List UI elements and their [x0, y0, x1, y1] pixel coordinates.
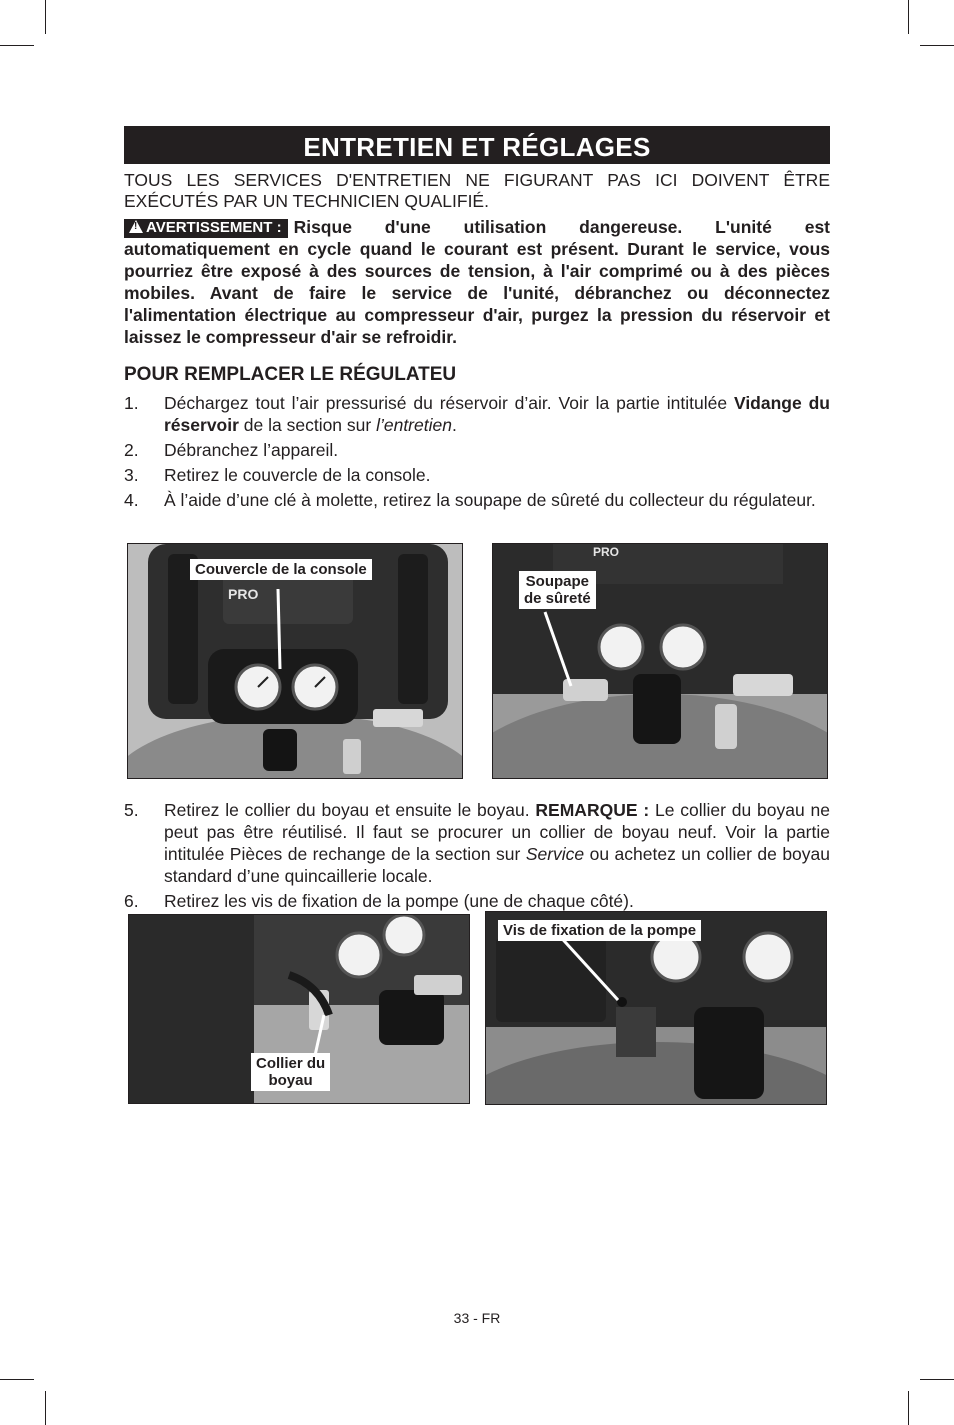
step-text: Déchargez tout l’air pressurisé du réservoir d’air. Voir la partie intitulée — [164, 393, 734, 413]
section-title: ENTRETIEN ET RÉGLAGES — [124, 126, 830, 164]
warning-block — [124, 216, 830, 348]
crop-mark — [45, 0, 46, 34]
intro-text: TOUS LES SERVICES D'ENTRETIEN NE FIGURANT PAS ICI DOIVENT ÊTRE EXÉCUTÉS PAR UN TECHNICIEN QUALIFIÉ. — [124, 170, 830, 211]
step-text: Retirez le collier du boyau et ensuite le boyau. — [164, 800, 536, 820]
photo-hose-clamp — [128, 914, 470, 1104]
step-text: ou achetez un collier de boyau standard d’une quincaillerie locale. — [164, 844, 831, 886]
photo-label-safety-valve — [519, 571, 596, 609]
step-number: 4. — [124, 490, 139, 510]
step-text: . — [451, 415, 457, 435]
brand-logo: PRO — [593, 545, 620, 559]
step-number: 5. — [124, 800, 139, 820]
steps-container-b — [124, 799, 830, 915]
step-number: 2. — [124, 440, 139, 460]
step-number: 3. — [124, 465, 139, 485]
photo-safety-valve — [492, 543, 828, 779]
list-item — [124, 890, 830, 912]
warning-badge-label: AVERTISSEMENT : — [146, 219, 282, 236]
photo-console-cover — [127, 543, 463, 779]
label-line: Soupape — [525, 573, 590, 590]
step-text: À l’aide d’une clé à molette, retirez la soupape de sûreté du collecteur du régulateur. — [164, 490, 816, 510]
step-bold: REMARQUE : — [535, 800, 650, 820]
step-italic: l’entretien — [376, 415, 452, 435]
crop-mark — [45, 1391, 46, 1425]
photo-label-console-cover: Couvercle de la console — [190, 559, 372, 580]
brand-logo: PRO — [228, 586, 259, 602]
crop-mark — [908, 0, 909, 34]
page-content — [124, 126, 830, 514]
list-item — [124, 464, 830, 486]
warning-triangle-icon: ! — [129, 220, 143, 233]
page-number: 33 - FR — [453, 1310, 501, 1326]
step-text: Retirez les vis de fixation de la pompe (une de chaque côté). — [164, 891, 634, 911]
photo-label-hose-clamp — [251, 1053, 330, 1091]
step-bold: Vidange du réservoir — [164, 393, 830, 435]
step-number: 1. — [124, 393, 139, 413]
step-number: 6. — [124, 891, 139, 911]
step-text: de la section sur — [238, 415, 377, 435]
step-text: Retirez le couvercle de la console. — [164, 465, 431, 485]
crop-mark — [920, 45, 954, 46]
step-text: Débranchez l’appareil. — [164, 440, 339, 460]
warning-badge — [124, 219, 288, 238]
subheading: POUR REMPLACER LE RÉGULATEU — [124, 364, 457, 385]
crop-mark — [908, 1391, 909, 1425]
list-item — [124, 439, 830, 461]
list-item — [124, 392, 830, 436]
crop-mark — [920, 1379, 954, 1380]
step-italic: Service — [525, 844, 585, 864]
label-line: boyau — [268, 1072, 313, 1089]
photo-label-pump-screws: Vis de fixation de la pompe — [498, 920, 701, 941]
steps-list-b — [124, 799, 830, 912]
warning-text: Risque d'une utilisation dangereuse. L'unité est automatiquement en cycle quand le courant est présent. Durant le service, vous pourriez être exposé à des sources de tension, à l'air comprimé ou à des pièces mobiles. Avant de faire le service de l'unité, débranchez ou déconnectez l'alimentation électrique au compresseur d'air, purgez la pression du réservoir et laissez le compresseur d'air se refroidir. — [124, 217, 830, 347]
list-item — [124, 489, 830, 511]
label-line: Collier du — [256, 1055, 326, 1072]
label-line: de sûreté — [524, 590, 591, 607]
crop-mark — [0, 45, 34, 46]
crop-mark — [0, 1379, 34, 1380]
list-item — [124, 799, 830, 887]
steps-list-a — [124, 392, 830, 511]
step-text: Le collier du boyau ne peut pas être réutilisé. Il faut se procurer un collier de boyau neuf. Voir la partie intitulée Pièces de rechange de la section sur — [164, 800, 831, 864]
photo-pump-screws — [485, 911, 827, 1105]
